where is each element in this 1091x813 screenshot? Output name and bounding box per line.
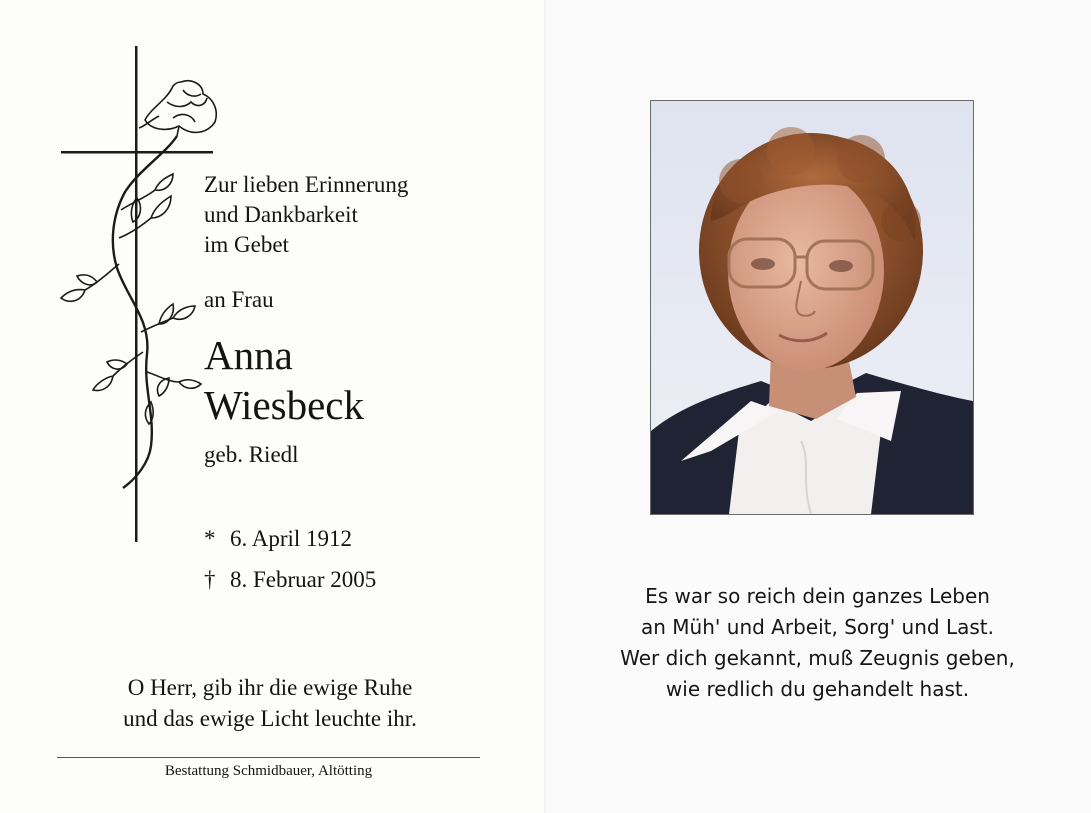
intro-line: im Gebet bbox=[204, 232, 289, 257]
undertaker-credit: Bestattung Schmidbauer, Altötting bbox=[164, 763, 373, 779]
birth-symbol: * bbox=[204, 526, 216, 551]
divider-line bbox=[57, 757, 480, 758]
rose-icon bbox=[61, 81, 216, 488]
birth-date-row bbox=[204, 526, 352, 552]
death-date: 8. Februar 2005 bbox=[230, 567, 377, 592]
poem-line: wie redlich du gehandelt hast. bbox=[665, 677, 970, 701]
prayer-line: und das ewige Licht leuchte ihr. bbox=[123, 706, 417, 731]
prayer-text bbox=[60, 672, 480, 734]
portrait-illustration bbox=[651, 101, 973, 514]
cross-with-rose-icon bbox=[55, 42, 225, 552]
death-symbol: † bbox=[204, 567, 216, 592]
poem-line: Wer dich gekannt, muß Zeugnis geben, bbox=[620, 646, 1015, 670]
birth-date: 6. April 1912 bbox=[230, 526, 353, 551]
deceased-name bbox=[204, 330, 364, 430]
maiden-name: geb. Riedl bbox=[204, 442, 299, 467]
salutation: an Frau bbox=[204, 287, 274, 312]
death-date-row bbox=[204, 567, 376, 593]
intro-text bbox=[204, 170, 408, 260]
first-name: Anna bbox=[204, 332, 293, 378]
last-name: Wiesbeck bbox=[204, 382, 364, 428]
portrait-photo bbox=[650, 100, 974, 515]
intro-line: und Dankbarkeit bbox=[204, 202, 358, 227]
intro-line: Zur lieben Erinnerung bbox=[204, 172, 409, 197]
poem-line: Es war so reich dein ganzes Leben bbox=[645, 584, 990, 608]
prayer-line: O Herr, gib ihr die ewige Ruhe bbox=[127, 675, 413, 700]
poem-line: an Müh' und Arbeit, Sorg' und Last. bbox=[641, 615, 994, 639]
memorial-poem bbox=[590, 581, 1045, 705]
card-fold bbox=[544, 0, 546, 813]
